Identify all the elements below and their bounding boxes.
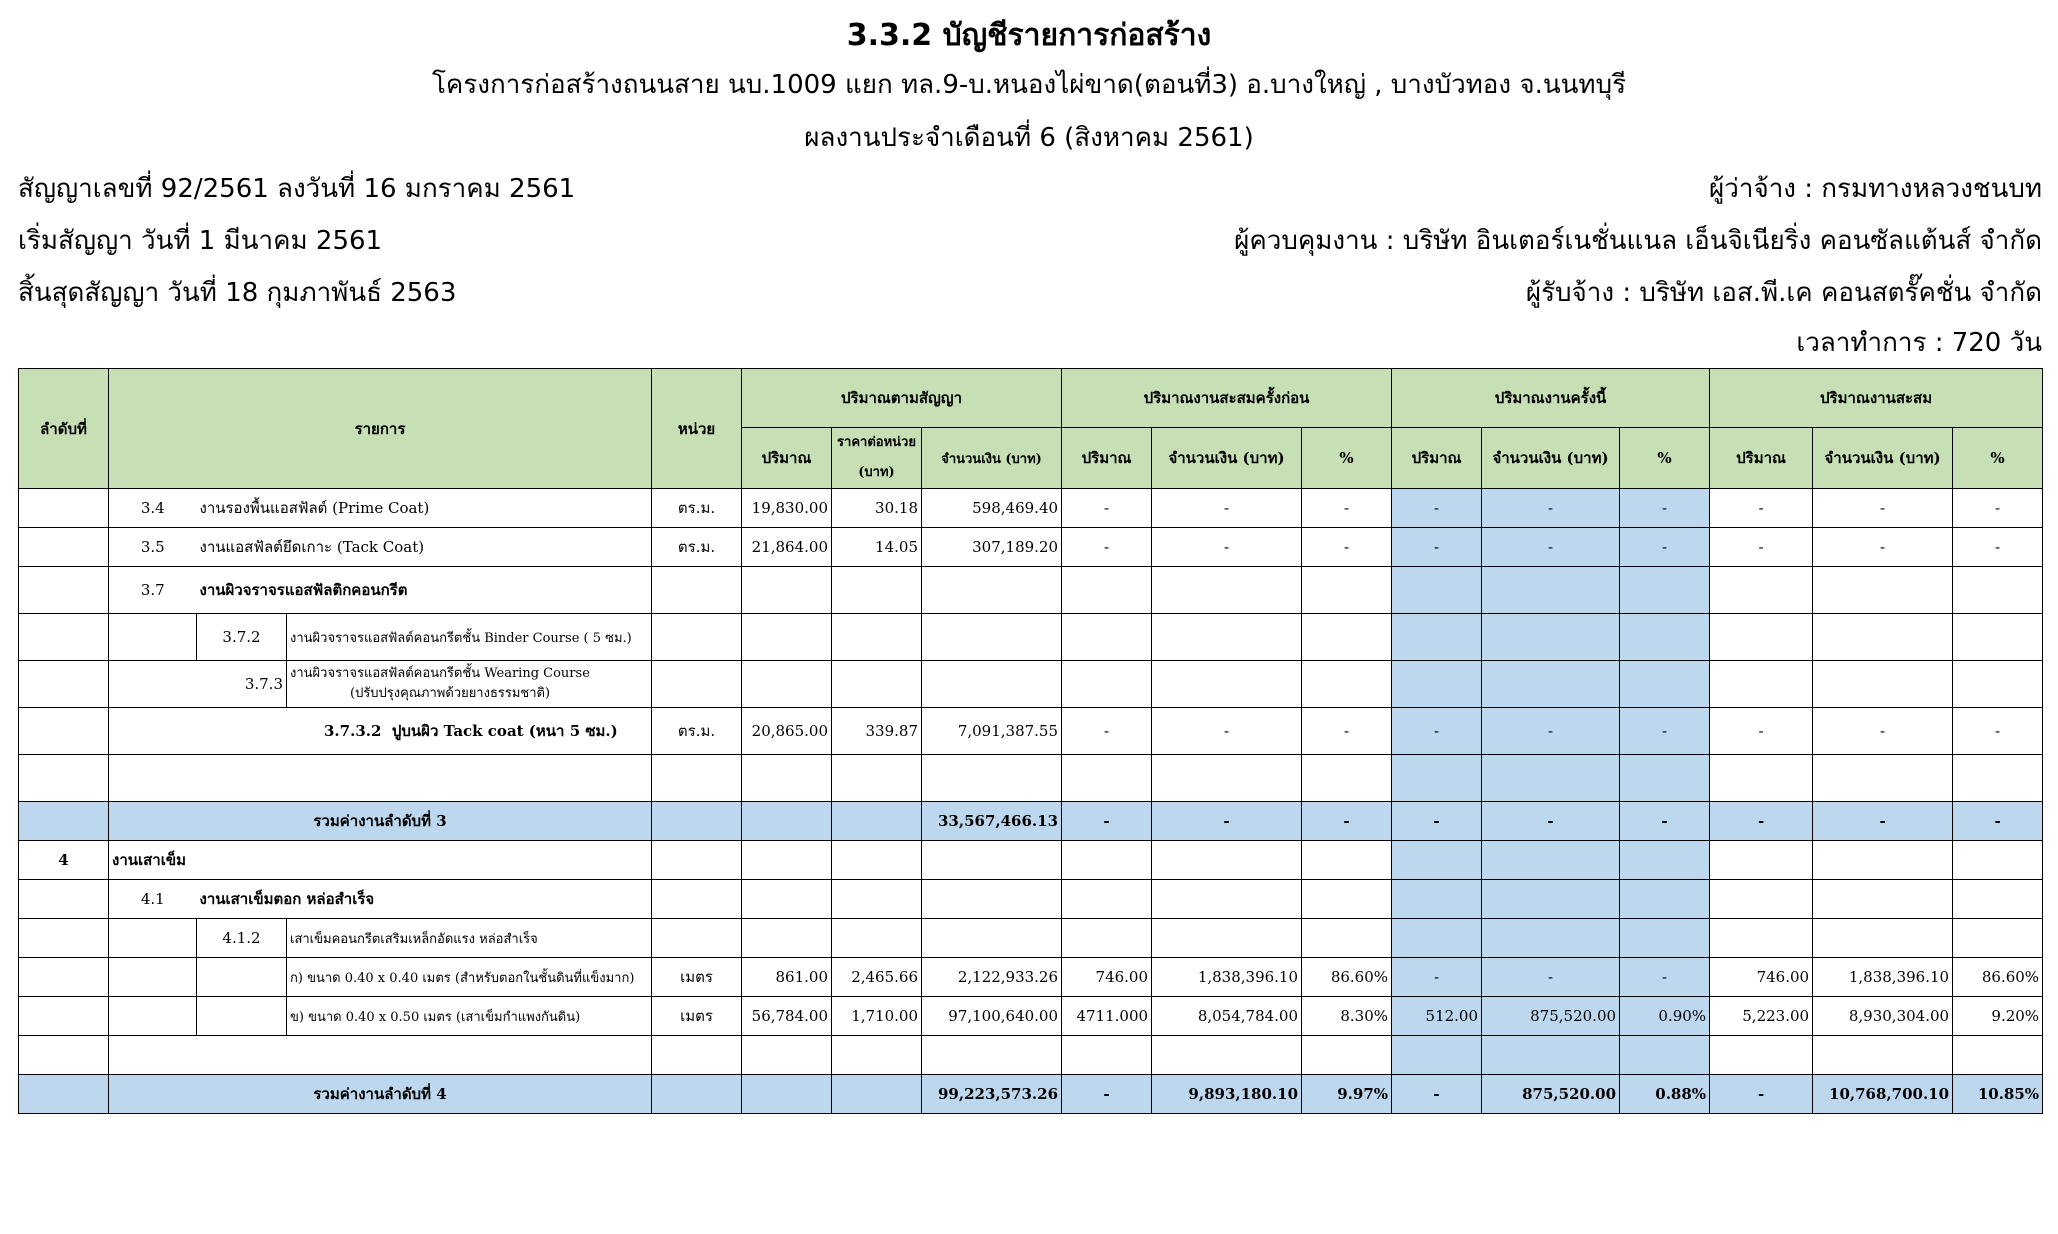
header-amount: จำนวนเงิน (บาท) [1813,428,1953,489]
item-code: 3.7.2 [197,614,287,661]
contract-start: เริ่มสัญญา วันที่ 1 มีนาคม 2561 [18,226,383,256]
employer: ผู้ว่าจ้าง : กรมทางหลวงชนบท [1709,174,2042,204]
subtotal-amount: 33,567,466.13 [922,802,1062,841]
construction-items-table [18,368,2043,1114]
item-name: งานผิวจราจรแอสฟัลติกคอนกรีต [197,567,652,614]
header-pct: % [1302,428,1392,489]
supervisor: ผู้ควบคุมงาน : บริษัท อินเตอร์เนชั่นแนล เอ็นจิเนียริ่ง คอนซัลแต้นส์ จำกัด [1234,226,2042,256]
item-code: 3.4 [109,489,197,528]
header-this-period: ปริมาณงานครั้งนี้ [1392,369,1710,428]
header-contract-qty: ปริมาณตามสัญญา [742,369,1062,428]
item-name: ข) ขนาด 0.40 x 0.50 เมตร (เสาเข็มกำแพงกันดิน) [287,997,652,1036]
item-name: ปูบนผิว Tack coat (หนา 5 ซม.) [391,722,618,740]
item-name: ก) ขนาด 0.40 x 0.40 เมตร (สำหรับตอกในชั้นดินที่แข็งมาก) [287,958,652,997]
subtotal-amount: 99,223,573.26 [922,1075,1062,1114]
header-pct: % [1620,428,1710,489]
item-code: 3.7.3 [109,661,287,708]
header-no: ลำดับที่ [19,369,109,489]
header-pct: % [1953,428,2043,489]
table-row [19,919,2043,958]
subtotal-label: รวมค่างานลำดับที่ 4 [109,1075,652,1114]
header-qty: ปริมาณ [742,428,832,489]
subtotal-row: รวมค่างานลำดับที่ 3 33,567,466.13 - - - - - - - - - [19,802,2043,841]
table-row: ก) ขนาด 0.40 x 0.40 เมตร (สำหรับตอกในชั้นดินที่แข็งมาก) เมตร 861.00 2,465.66 2,122,933.26 746.00 1,838,396.10 86.60% - - - 746.00 1,838,396.10 86.60% [19,958,2043,997]
header-unit: หน่วย [652,369,742,489]
item-name: งานผิวจราจรแอสฟัลต์คอนกรีตชั้น Binder Course ( 5 ซม.) [287,614,652,661]
item-name: งานรองพื้นแอสฟัลต์ (Prime Coat) [197,489,652,528]
item-name: งานผิวจราจรแอสฟัลต์คอนกรีตชั้น Wearing Course [290,666,590,681]
header-previous-cumulative: ปริมาณงานสะสมครั้งก่อน [1062,369,1392,428]
header-amount: จำนวนเงิน (บาท) [922,428,1062,489]
table-row: ข) ขนาด 0.40 x 0.50 เมตร (เสาเข็มกำแพงกันดิน) เมตร 56,784.00 1,710.00 97,100,640.00 4711.000 8,054,784.00 8.30% 512.00 875,520.00 0.90% 5,223.00 8,930,304.00 9.20% [19,997,2043,1036]
table-row [19,841,2043,880]
report-period: ผลงานประจำเดือนที่ 6 (สิงหาคม 2561) [804,123,1254,153]
item-name: งานเสาเข็มตอก หล่อสำเร็จ [197,880,652,919]
table-row [19,1036,2043,1075]
item-code: 3.7 [109,567,197,614]
table-row [19,755,2043,802]
header-unit-price: ราคาต่อหน่วย (บาท) [832,428,922,489]
contract-end: สิ้นสุดสัญญา วันที่ 18 กุมภาพันธ์ 2563 [18,278,457,308]
header-amount: จำนวนเงิน (บาท) [1152,428,1302,489]
work-duration: เวลาทำการ : 720 วัน [1796,328,2042,358]
header-qty: ปริมาณ [1062,428,1152,489]
header-cumulative: ปริมาณงานสะสม [1710,369,2043,428]
item-code: 4.1 [109,880,197,919]
item-name: งานแอสฟัลต์ยึดเกาะ (Tack Coat) [197,528,652,567]
item-code: 4.1.2 [197,919,287,958]
project-name: โครงการก่อสร้างถนนสาย นบ.1009 แยก ทล.9-บ.หนองไผ่ขาด(ตอนที่3) อ.บางใหญ่ , บางบัวทอง จ.นนทบุรี [431,70,1627,100]
header-amount: จำนวนเงิน (บาท) [1482,428,1620,489]
subtotal-row: รวมค่างานลำดับที่ 4 99,223,573.26 - 9,893,180.10 9.97% - 875,520.00 0.88% - 10,768,700.10 10.85% [19,1075,2043,1114]
contract-number: สัญญาเลขที่ 92/2561 ลงวันที่ 16 มกราคม 2561 [18,174,576,204]
item-name: เสาเข็มคอนกรีตเสริมเหล็กอัดแรง หล่อสำเร็จ [287,919,652,958]
table-row: 3.4 งานรองพื้นแอสฟัลต์ (Prime Coat) ตร.ม. 19,830.00 30.18 598,469.40 - - - - - - - - - [19,489,2043,528]
item-code: 4 [19,841,109,880]
contractor: ผู้รับจ้าง : บริษัท เอส.พี.เค คอนสตรั๊คชั่น จำกัด [1525,278,2042,308]
table-row: 3.5 งานแอสฟัลต์ยึดเกาะ (Tack Coat) ตร.ม. 21,864.00 14.05 307,189.20 - - - - - - - - - [19,528,2043,567]
table-row [19,567,2043,614]
header-item: รายการ [109,369,652,489]
item-name: งานเสาเข็ม [109,841,652,880]
header-qty: ปริมาณ [1710,428,1813,489]
header-qty: ปริมาณ [1392,428,1482,489]
table-row [19,661,2043,708]
item-unit: ตร.ม. [652,489,742,528]
document-title: 3.3.2 บัญชีรายการก่อสร้าง [846,18,1212,53]
table-row: 3.7.3.2 ปูบนผิว Tack coat (หนา 5 ซม.) ตร.ม. 20,865.00 339.87 7,091,387.55 - - - - - - - - - [19,708,2043,755]
table-row [19,614,2043,661]
item-name-note: (ปรับปรุงคุณภาพด้วยยางธรรมชาติ) [350,686,551,701]
subtotal-label: รวมค่างานลำดับที่ 3 [109,802,652,841]
item-code: 3.7.3.2 [324,722,382,740]
item-code: 3.5 [109,528,197,567]
table-row [19,880,2043,919]
